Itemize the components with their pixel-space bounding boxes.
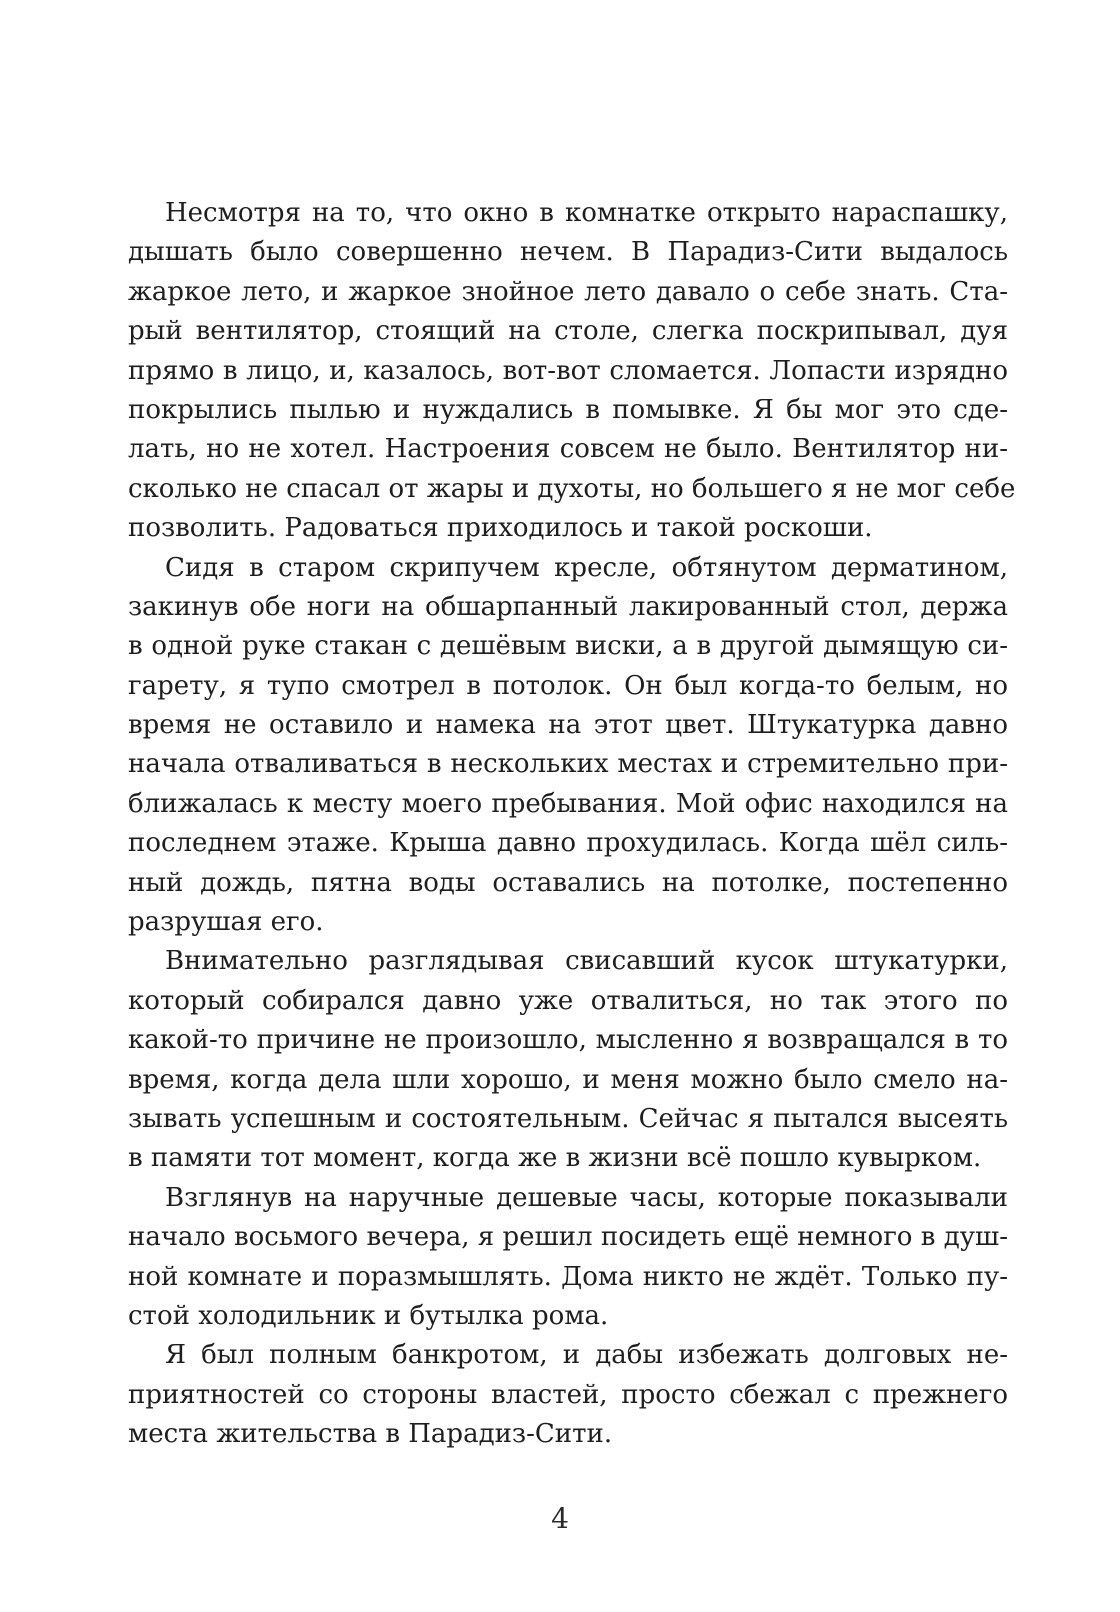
text-line: прямо в лицо, и, казалось, вот-вот сломается. Лопасти изрядно xyxy=(128,355,1008,386)
text-line: рый вентилятор, стоящий на столе, слегка поскрипывал, дуя xyxy=(128,316,1008,347)
text-line: в памяти тот момент, когда же в жизни всё пошло кувырком. xyxy=(128,1143,982,1174)
text-line: лать, но не хотел. Настроения совсем не было. Вентилятор ни- xyxy=(128,434,1008,465)
text-line: ной комнате и поразмышлять. Дома никто не ждёт. Только пу- xyxy=(128,1261,1008,1292)
paragraph-2 xyxy=(128,549,1008,943)
text-line: Сидя в старом скрипучем кресле, обтянутом дерматином, xyxy=(165,552,1008,583)
text-line: зывать успешным и состоятельным. Сейчас я пытался высеять xyxy=(128,1103,1008,1134)
paragraph-1 xyxy=(128,194,1016,549)
text-line: покрылись пылью и нуждались в помывке. Я бы мог это сде- xyxy=(128,394,1008,425)
paragraph-4 xyxy=(128,1179,1008,1337)
text-line: сколько не спасал от жары и духоты, но большего я не мог себе xyxy=(128,473,1016,504)
text-line: время не оставило и намека на этот цвет. Штукатурка давно xyxy=(128,710,1008,741)
text-line: гарету, я тупо смотрел в потолок. Он был когда-то белым, но xyxy=(128,670,1008,701)
text-line: время, когда дела шли хорошо, и меня можно было смело на- xyxy=(128,1064,1008,1095)
text-line: Несмотря на то, что окно в комнатке открыто нараспашку, xyxy=(165,198,1008,228)
text-line: Взглянув на наручные дешевые часы, которые показывали xyxy=(165,1182,1008,1213)
paragraph-3 xyxy=(128,942,1008,1178)
text-line: начала отваливаться в нескольких местах и стремительно при- xyxy=(128,749,1008,780)
text-line: который собирался давно уже отвалиться, но так этого по xyxy=(128,985,1008,1016)
text-line: дышать было совершенно нечем. В Парадиз-Сити выдалось xyxy=(128,237,1008,268)
text-line: Внимательно разглядывая свисавший кусок штукатурки, xyxy=(165,946,1008,977)
text-line: начало восьмого вечера, я решил посидеть ещё немного в душ- xyxy=(128,1222,1008,1253)
text-line: ный дождь, пятна воды оставались на потолке, постепенно xyxy=(128,867,1008,898)
text-line: Я был полным банкротом, и дабы избежать долговых не- xyxy=(165,1340,1008,1371)
text-line: последнем этаже. Крыша давно прохудилась. Когда шёл силь- xyxy=(128,828,1008,859)
text-line: какой-то причине не произошло, мысленно я возвращался в то xyxy=(128,1025,1008,1056)
text-line: разрушая его. xyxy=(128,907,324,938)
text-line: места жительства в Парадиз-Сити. xyxy=(128,1419,613,1450)
text-line: ближалась к месту моего пребывания. Мой офис находился на xyxy=(128,788,1008,819)
text-line: жаркое лето, и жаркое знойное лето давало о себе знать. Ста- xyxy=(128,276,1008,307)
paragraph-5 xyxy=(128,1336,1008,1454)
text-line: в одной руке стакан с дешёвым виски, а в другой дымящую си- xyxy=(128,631,1008,662)
text-line: приятностей со стороны властей, просто сбежал с прежнего xyxy=(128,1379,1008,1410)
text-line: стой холодильник и бутылка рома. xyxy=(128,1300,609,1331)
page-number: 4 xyxy=(551,1502,569,1535)
text-line: закинув обе ноги на обшарпанный лакированный стол, держа xyxy=(128,591,1008,622)
body-text xyxy=(128,194,1016,1455)
text-line: позволить. Радоваться приходилось и такой роскоши. xyxy=(128,513,873,544)
